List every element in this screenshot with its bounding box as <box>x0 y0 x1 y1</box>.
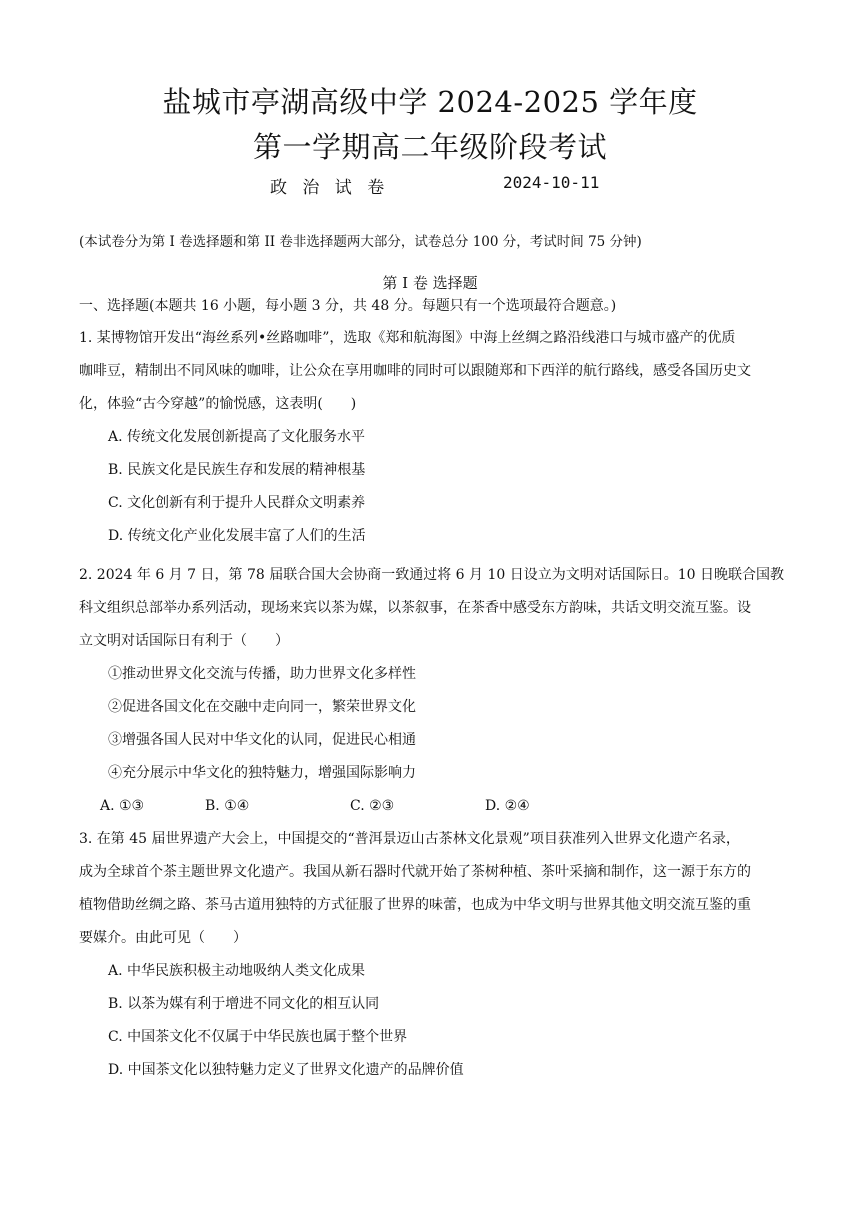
question-3-stem-line-1: 3. 在第 45 届世界遗产大会上，中国提交的“普洱景迈山古茶林文化景观”项目获准列入世界文化遗产名录， <box>79 831 740 847</box>
question-1-stem-line-1: 1. 某博物馆开发出“海丝系列•丝路咖啡”，选取《郑和航海图》中海上丝绸之路沿线港口与城市盛产的优质 <box>79 330 736 346</box>
exam-title-line2: 第一学期高二年级阶段考试 <box>252 130 607 164</box>
exam-note: (本试卷分为第 I 卷选择题和第 II 卷非选择题两大部分，试卷总分 100 分，考试时间 75 分钟) <box>79 234 642 250</box>
question-3-stem-line-4: 要媒介。由此可见（ ） <box>79 930 247 946</box>
question-2-stem-line-2: 科文组织总部举办系列活动，现场来宾以茶为媒，以茶叙事，在茶香中感受东方韵味，共话文明交流互鉴。设 <box>79 600 751 616</box>
question-3-option-b: B. 以茶为媒有利于增进不同文化的相互认同 <box>108 996 380 1012</box>
question-2-stem-line-1: 2. 2024 年 6 月 7 日，第 78 届联合国大会协商一致通过将 6 月 10 日设立为文明对话国际日。10 日晚联合国教 <box>79 567 785 583</box>
question-3-stem-line-3: 植物借助丝绸之路、茶马古道用独特的方式征服了世界的味蕾，也成为中华文明与世界其他文明交流互鉴的重 <box>79 897 751 913</box>
exam-title-line1: 盐城市亭湖高级中学 2024-2025 学年度 <box>162 85 698 119</box>
question-3-option-c: C. 中国茶文化不仅属于中华民族也属于整个世界 <box>108 1029 408 1045</box>
question-3-option-d: D. 中国茶文化以独特魅力定义了世界文化遗产的品牌价值 <box>108 1062 464 1078</box>
question-1-option-a: A. 传统文化发展创新提高了文化服务水平 <box>108 429 366 445</box>
question-1-option-b: B. 民族文化是民族生存和发展的精神根基 <box>108 462 366 478</box>
question-1-option-c: C. 文化创新有利于提升人民群众文明素养 <box>108 495 366 511</box>
question-2-choice-c: C. ②③ <box>350 798 395 814</box>
exam-subject: 政 治 试 卷 <box>270 178 390 198</box>
question-1-option-d: D. 传统文化产业化发展丰富了人们的生活 <box>108 528 366 544</box>
question-3-option-a: A. 中华民族积极主动地吸纳人类文化成果 <box>108 963 366 979</box>
question-2-statement-1: ①推动世界文化交流与传播，助力世界文化多样性 <box>108 666 416 682</box>
question-1-stem-line-3: 化，体验“古今穿越”的愉悦感，这表明( ) <box>79 396 357 412</box>
exam-date: 2024-10-11 <box>503 173 600 192</box>
section-title: 第 I 卷 选择题 <box>382 274 478 292</box>
question-3-stem-line-2: 成为全球首个茶主题世界文化遗产。我国从新石器时代就开始了茶树种植、茶叶采摘和制作，这一源于东方的 <box>79 864 751 880</box>
question-2-stem-line-3: 立文明对话国际日有利于（ ） <box>79 633 289 649</box>
question-2-statement-4: ④充分展示中华文化的独特魅力，增强国际影响力 <box>108 765 416 781</box>
question-2-choice-a: A. ①③ <box>100 798 145 814</box>
question-2-statement-3: ③增强各国人民对中华文化的认同，促进民心相通 <box>108 732 416 748</box>
section-instructions: 一、选择题(本题共 16 小题，每小题 3 分，共 48 分。每题只有一个选项最符合题意。) <box>79 298 617 314</box>
question-1-stem-line-2: 咖啡豆，精制出不同风味的咖啡，让公众在享用咖啡的同时可以跟随郑和下西洋的航行路线，感受各国历史文 <box>79 363 751 379</box>
question-2-statement-2: ②促进各国文化在交融中走向同一，繁荣世界文化 <box>108 699 416 715</box>
question-2-choice-d: D. ②④ <box>485 798 530 814</box>
question-2-choice-b: B. ①④ <box>205 798 250 814</box>
